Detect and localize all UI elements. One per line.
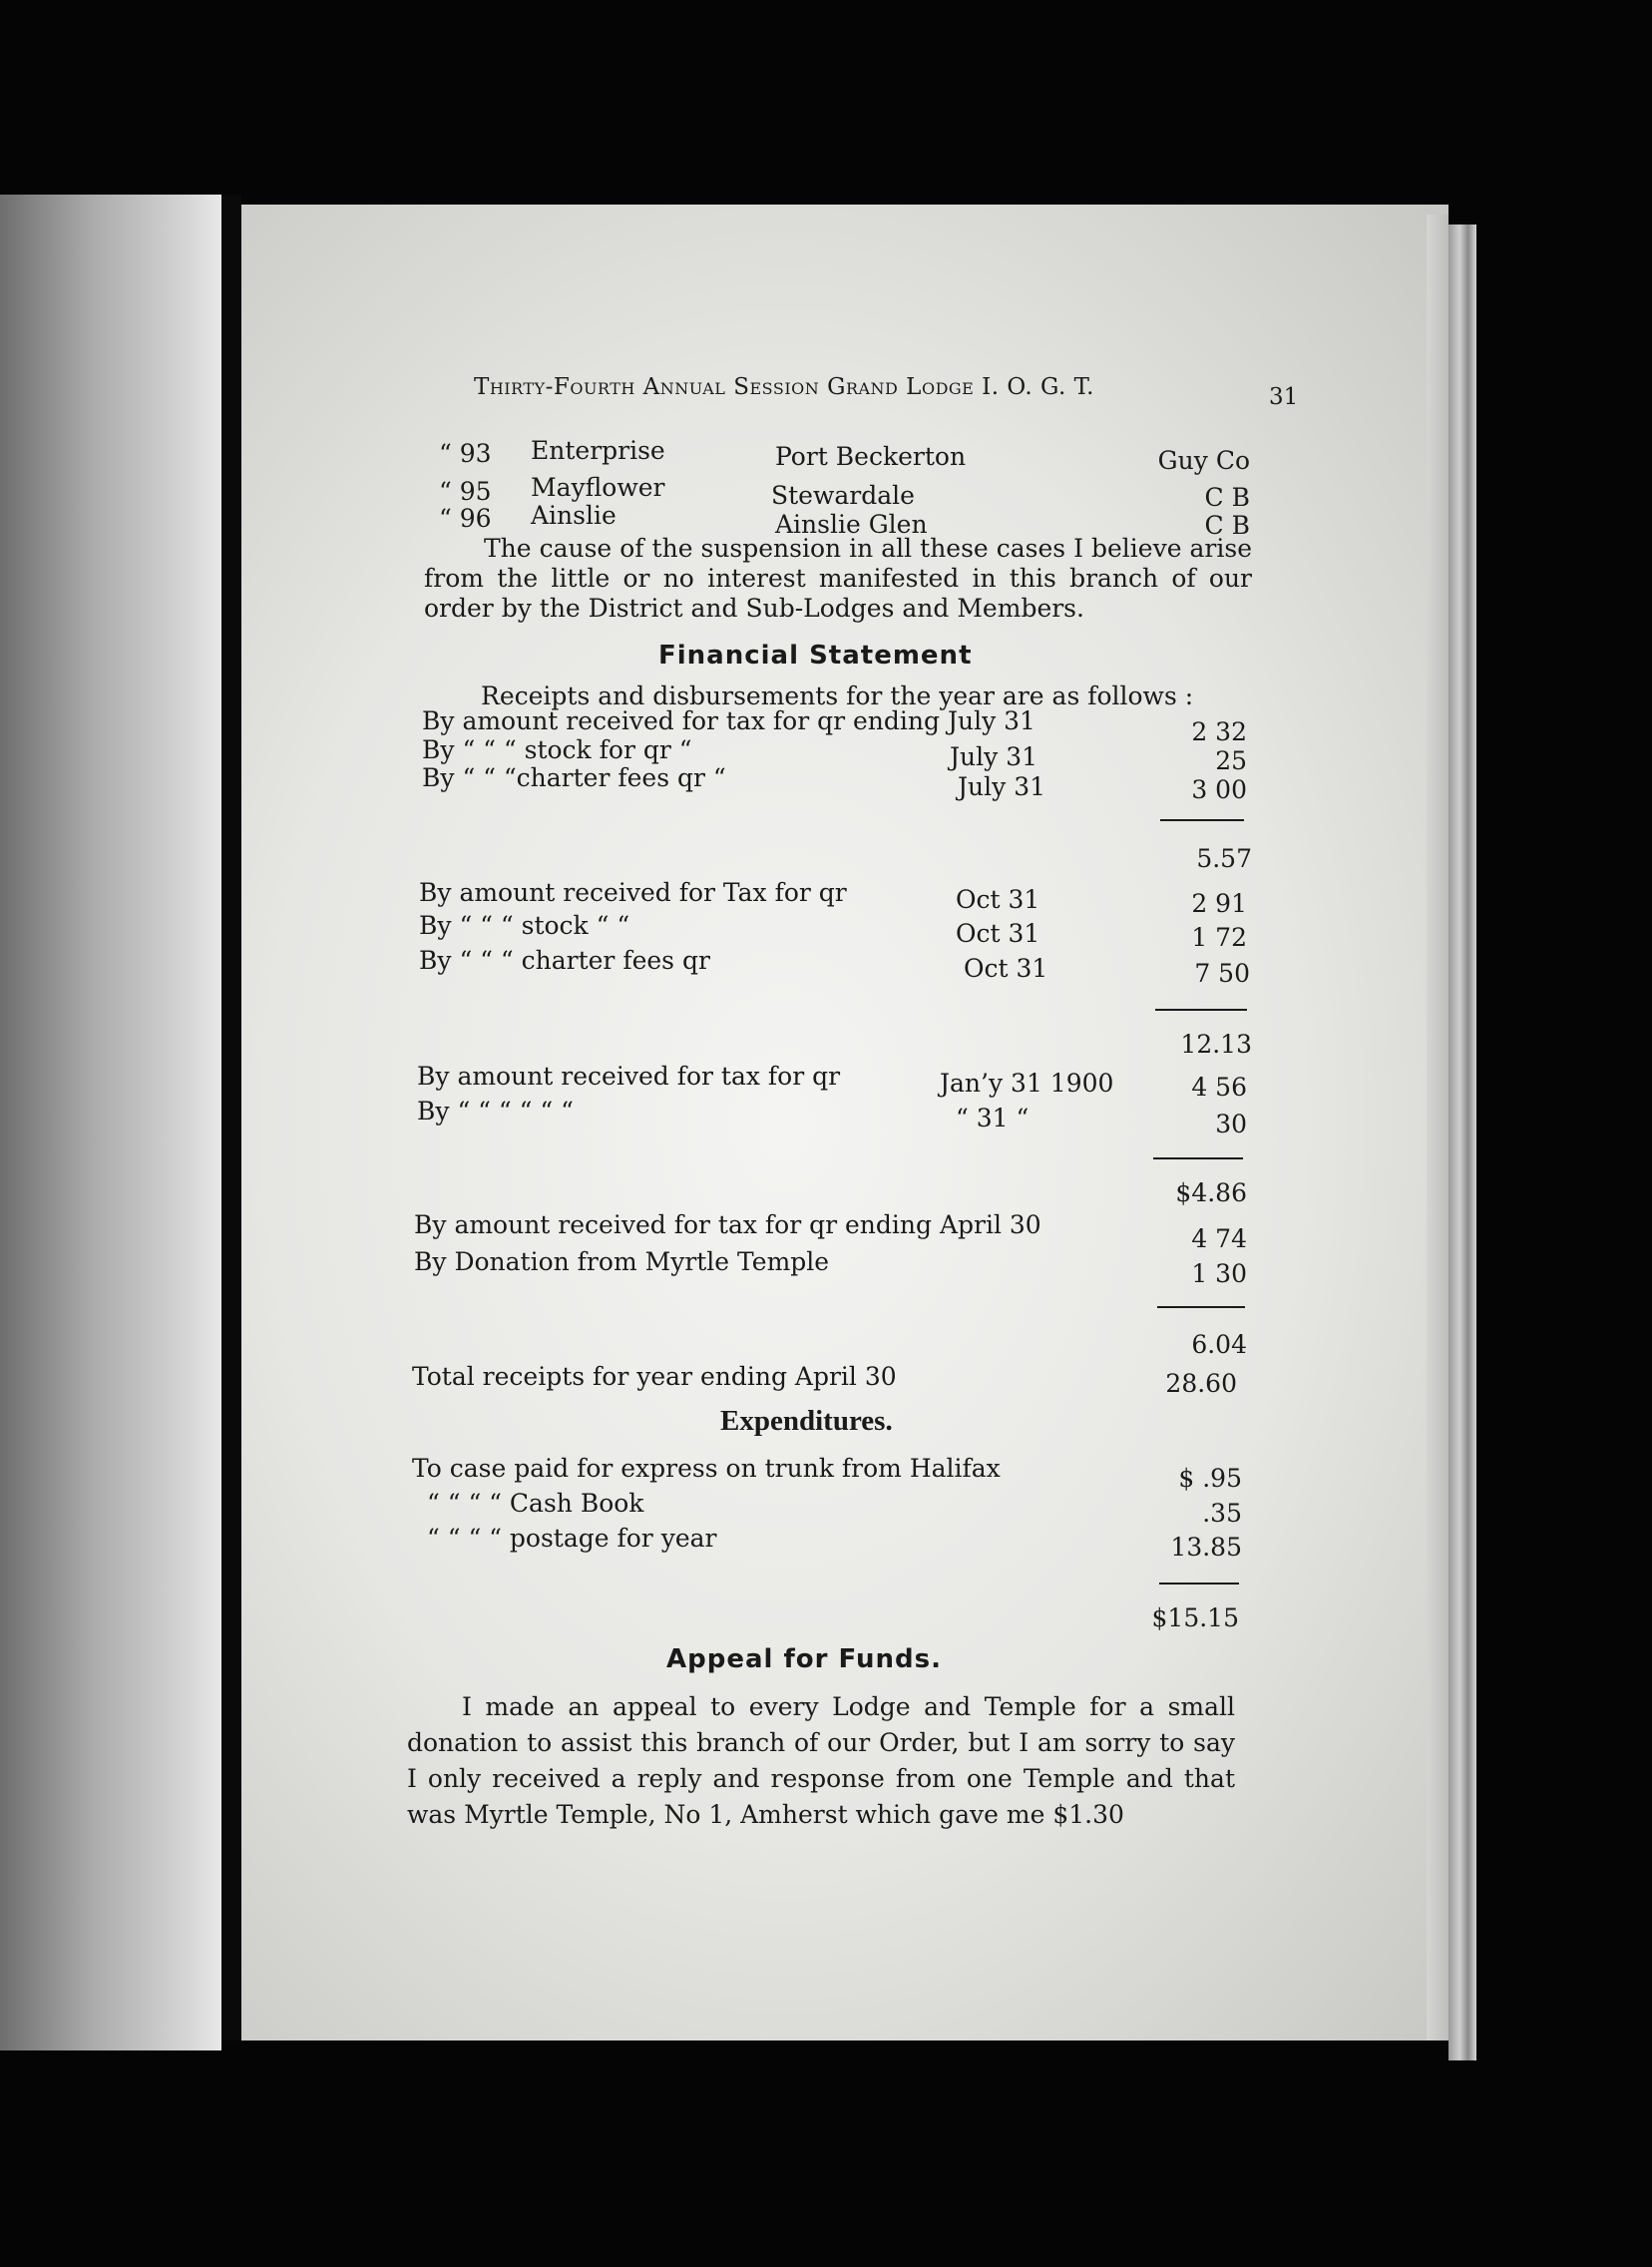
- subtotal: 6.04: [1191, 1330, 1247, 1359]
- receipt-row-amount: 25: [1215, 746, 1247, 775]
- receipt-row-amount: 30: [1215, 1110, 1247, 1138]
- expenditure-row-desc: “ “ “ “ postage for year: [427, 1524, 717, 1553]
- receipt-row-desc: By “ “ “ stock “ “: [419, 911, 630, 940]
- receipt-row-amount: 1 72: [1191, 923, 1247, 952]
- receipt-row-desc: By amount received for tax for qr: [417, 1062, 841, 1091]
- lodge-place: Stewardale: [771, 481, 915, 510]
- receipt-row-date: July 31: [950, 742, 1038, 771]
- lodge-county: C B: [1204, 483, 1250, 512]
- subtotal: $4.86: [1175, 1178, 1247, 1207]
- total-receipts-amount: 28.60: [1165, 1369, 1237, 1398]
- financial-statement-heading: Financial Statement: [658, 641, 973, 671]
- receipt-row-desc: By amount received for Tax for qr: [419, 878, 847, 907]
- lodge-name: Enterprise: [531, 436, 665, 465]
- subtotal-rule: [1159, 1583, 1239, 1585]
- receipt-row-amount: 1 30: [1191, 1259, 1247, 1288]
- appeal-heading: Appeal for Funds.: [666, 1644, 942, 1674]
- subtotal-rule: [1160, 819, 1244, 821]
- lodge-number: “ 95: [439, 477, 492, 506]
- receipt-row-date: “ 31 “: [956, 1104, 1030, 1133]
- lodge-place: Ainslie Glen: [775, 510, 928, 539]
- receipt-row-desc: By amount received for tax for qr ending July 31: [422, 706, 1035, 735]
- lodge-number: “ 96: [439, 504, 492, 533]
- expenditures-total: $15.15: [1151, 1603, 1239, 1632]
- total-receipts-desc: Total receipts for year ending April 30: [412, 1362, 897, 1391]
- expenditures-heading: Expenditures.: [720, 1405, 893, 1437]
- receipt-row-amount: 4 74: [1191, 1224, 1247, 1253]
- receipt-row-date: Jan’y 31 1900: [940, 1069, 1114, 1098]
- expenditure-row-desc: “ “ “ “ Cash Book: [427, 1489, 644, 1518]
- page-stack-edge: [1427, 215, 1448, 2040]
- subtotal-rule: [1153, 1157, 1243, 1159]
- subtotal-rule: [1157, 1306, 1245, 1308]
- expenditure-row-desc: To case paid for express on trunk from Halifax: [412, 1454, 1001, 1483]
- page-stack-edge-outer: [1448, 225, 1476, 2060]
- lodge-name: Ainslie: [531, 501, 617, 530]
- subtotal-rule: [1155, 1009, 1247, 1011]
- lodge-place: Port Beckerton: [775, 442, 967, 471]
- receipt-row-date: Oct 31: [964, 954, 1048, 983]
- lodge-number: “ 93: [439, 439, 492, 468]
- page-number: 31: [1269, 384, 1299, 410]
- left-page-edge: [0, 195, 221, 2050]
- lodge-name: Mayflower: [531, 473, 665, 502]
- lodge-county: C B: [1204, 511, 1250, 540]
- receipt-row-date: Oct 31: [956, 885, 1040, 914]
- expenditure-row-amount: .35: [1202, 1499, 1242, 1528]
- suspension-paragraph: The cause of the suspension in all these cases I believe arise from the little or no interest manifested in this branch of our order by the District and Sub-Lodges and Members.: [424, 534, 1252, 623]
- running-header: Thirty-Fourth Annual Session Grand Lodge I. O. G. T.: [474, 374, 1094, 400]
- receipt-row-date: Oct 31: [956, 919, 1040, 948]
- subtotal: 12.13: [1180, 1030, 1252, 1059]
- receipt-row-desc: By Donation from Myrtle Temple: [414, 1247, 830, 1276]
- book-gutter: [221, 195, 241, 2040]
- receipt-row-amount: 3 00: [1191, 775, 1247, 804]
- receipt-row-amount: 2 91: [1191, 889, 1247, 918]
- receipt-row-desc: By amount received for tax for qr ending April 30: [414, 1210, 1041, 1239]
- subtotal: 5.57: [1196, 844, 1252, 873]
- receipt-row-amount: 7 50: [1194, 959, 1250, 988]
- appeal-paragraph: I made an appeal to every Lodge and Temple for a small donation to assist this branch of our Order, but I am sorry to say I only received a reply and response from one Temple and that was Myrtle Temple, No 1, Amherst which gave me $1.30: [407, 1692, 1235, 1829]
- receipt-row-desc: By “ “ “ stock for qr “: [422, 735, 692, 764]
- expenditure-row-amount: $ .95: [1178, 1464, 1242, 1493]
- receipts-intro: Receipts and disbursements for the year are as follows :: [481, 681, 1194, 710]
- receipt-row-desc: By “ “ “ “ “ “: [417, 1097, 574, 1126]
- receipt-row-date: July 31: [958, 772, 1046, 801]
- receipt-row-amount: 2 32: [1191, 717, 1247, 746]
- receipt-row-amount: 4 56: [1191, 1073, 1247, 1102]
- receipt-row-desc: By “ “ “ charter fees qr: [419, 946, 710, 975]
- lodge-county: Guy Co: [1157, 446, 1250, 475]
- expenditure-row-amount: 13.85: [1170, 1533, 1242, 1562]
- receipt-row-desc: By “ “ “charter fees qr “: [422, 763, 726, 792]
